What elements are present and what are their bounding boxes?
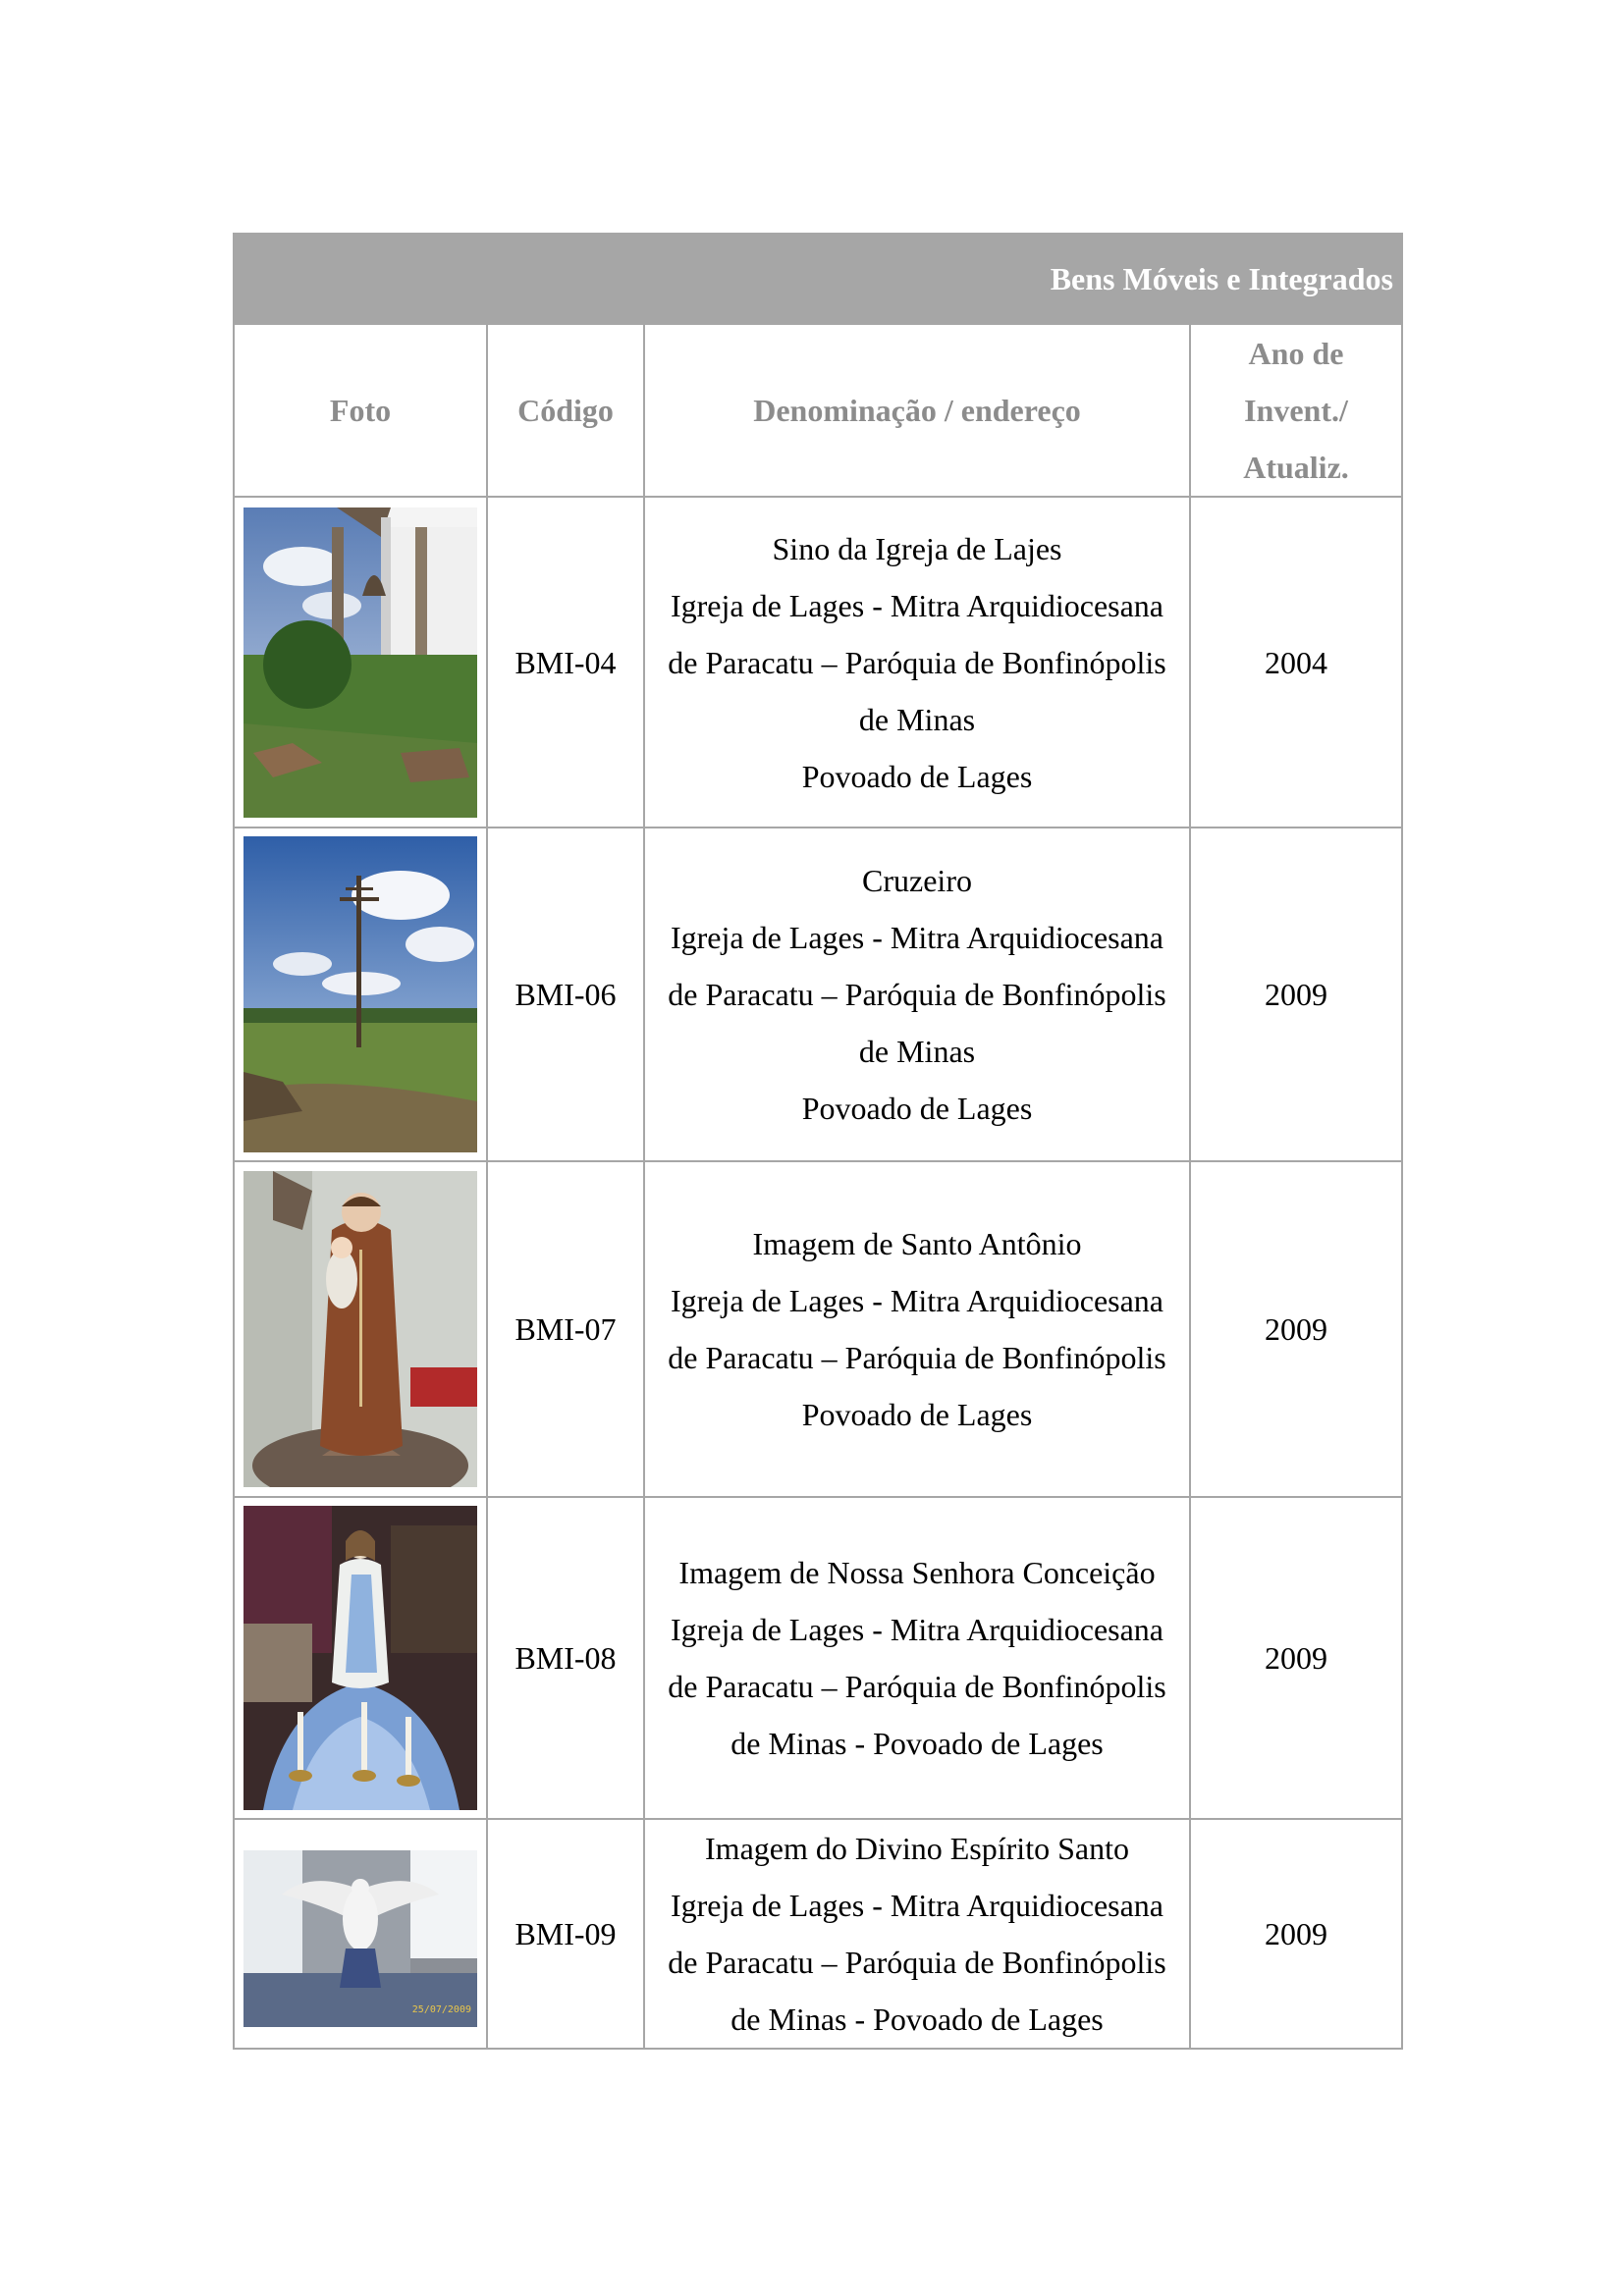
- description-line: de Paracatu – Paróquia de Bonfinópolis: [668, 1669, 1166, 1704]
- description-line: de Minas - Povoado de Lages: [730, 1726, 1104, 1761]
- table-row: [234, 497, 1402, 828]
- table-row: [234, 1161, 1402, 1497]
- description-line: Igreja de Lages - Mitra Arquidiocesana: [670, 920, 1163, 955]
- header-ano-line: Atualiz.: [1243, 450, 1349, 485]
- description-line: Igreja de Lages - Mitra Arquidiocesana: [670, 1888, 1163, 1923]
- description-line: Imagem do Divino Espírito Santo: [705, 1831, 1129, 1866]
- description-line: Sino da Igreja de Lajes: [772, 530, 1062, 566]
- description-line: Igreja de Lages - Mitra Arquidiocesana: [670, 1283, 1163, 1318]
- code-cell: BMI-07: [487, 1161, 644, 1497]
- photo-date-stamp: 25/07/2009: [411, 2004, 471, 2015]
- description-line: de Paracatu – Paróquia de Bonfinópolis: [668, 644, 1166, 680]
- description-line: Povoado de Lages: [801, 1397, 1033, 1432]
- code-cell: BMI-06: [487, 828, 644, 1161]
- cross-photo-image: [243, 836, 477, 1152]
- saint-anthony-photo-image: [243, 1171, 477, 1487]
- saint-anthony-photo-icon: [243, 1171, 477, 1487]
- table-row: [234, 1497, 1402, 1819]
- year-cell: 2009: [1190, 1161, 1402, 1497]
- header-ano: [1190, 324, 1402, 497]
- description-cell: [644, 1497, 1190, 1819]
- holy-spirit-photo-image: [243, 1850, 477, 2027]
- description-line: de Paracatu – Paróquia de Bonfinópolis: [668, 977, 1166, 1012]
- photo-cell: [234, 1161, 487, 1497]
- our-lady-photo-image: [243, 1506, 477, 1810]
- description-line: Cruzeiro: [862, 863, 972, 898]
- description-line: Igreja de Lages - Mitra Arquidiocesana: [670, 587, 1163, 623]
- code-cell: BMI-08: [487, 1497, 644, 1819]
- cross-photo-icon: [243, 836, 477, 1152]
- photo-cell: [234, 828, 487, 1161]
- header-ano-line: Invent./: [1244, 393, 1348, 428]
- table-row: [234, 828, 1402, 1161]
- title-row: [234, 234, 1402, 324]
- description-line: Igreja de Lages - Mitra Arquidiocesana: [670, 1612, 1163, 1647]
- bell-photo-image: [243, 507, 477, 818]
- photo-cell: [234, 1819, 487, 2049]
- description-line: Povoado de Lages: [801, 1091, 1033, 1126]
- inventory-table: [233, 233, 1403, 2050]
- holy-spirit-photo-icon: [243, 1850, 477, 2017]
- inventory-sheet: [233, 233, 1401, 2050]
- description-cell: [644, 828, 1190, 1161]
- photo-cell: [234, 1497, 487, 1819]
- description-line: de Paracatu – Paróquia de Bonfinópolis: [668, 1340, 1166, 1375]
- code-cell: BMI-09: [487, 1819, 644, 2049]
- photo-cell: [234, 497, 487, 828]
- bell-photo-icon: [243, 507, 477, 818]
- description-line: de Paracatu – Paróquia de Bonfinópolis: [668, 1945, 1166, 1980]
- description-line: Imagem de Nossa Senhora Conceição: [678, 1555, 1156, 1590]
- description-line: de Minas: [858, 1034, 976, 1069]
- year-cell: 2009: [1190, 1819, 1402, 2049]
- our-lady-photo-icon: [243, 1506, 477, 1810]
- code-cell: BMI-04: [487, 497, 644, 828]
- description-line: Imagem de Santo Antônio: [752, 1226, 1082, 1261]
- header-foto: Foto: [234, 324, 487, 497]
- description-cell: [644, 497, 1190, 828]
- header-codigo: Código: [487, 324, 644, 497]
- description-line: de Minas - Povoado de Lages: [730, 2002, 1104, 2037]
- header-ano-line: Ano de: [1248, 336, 1344, 371]
- header-denominacao: Denominação / endereço: [644, 324, 1190, 497]
- year-cell: 2009: [1190, 828, 1402, 1161]
- description-line: de Minas: [858, 701, 976, 737]
- description-cell: [644, 1161, 1190, 1497]
- year-cell: 2009: [1190, 1497, 1402, 1819]
- description-cell: [644, 1819, 1190, 2049]
- table-title: Bens Móveis e Integrados: [234, 234, 1402, 324]
- table-row: [234, 1819, 1402, 2049]
- year-cell: 2004: [1190, 497, 1402, 828]
- description-line: Povoado de Lages: [801, 758, 1033, 794]
- header-row: [234, 324, 1402, 497]
